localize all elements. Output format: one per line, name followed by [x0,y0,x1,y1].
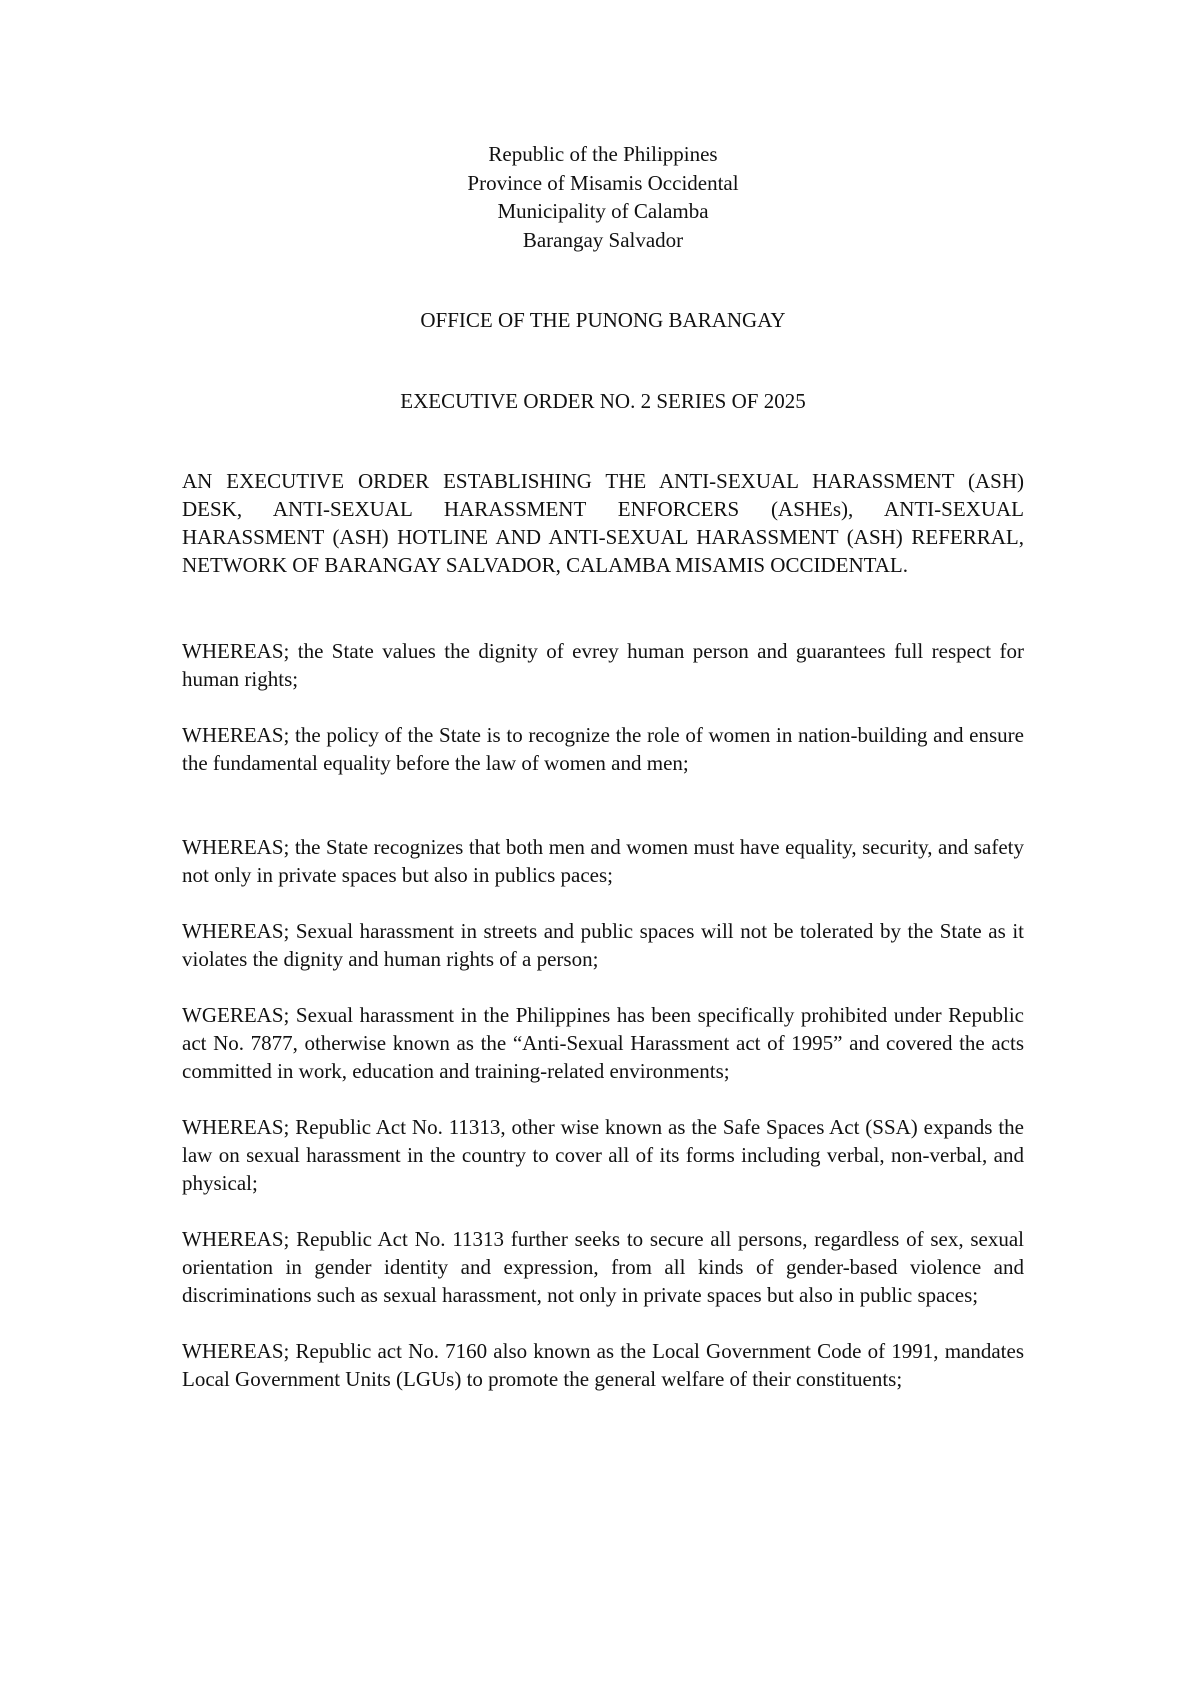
whereas-clause: WHEREAS; the State values the dignity of evrey human person and guarantees full respect for human rights; [182,639,1024,691]
whereas-clause: WHEREAS; Republic Act No. 11313 further seeks to secure all persons, regardless of sex, sexual orientation in gender identity and expression, from all kinds of gender-based violence and discriminations such as sexual harassment, not only in private spaces but also in public spaces; [182,1227,1024,1307]
executive-order-title: AN EXECUTIVE ORDER ESTABLISHING THE ANTI-SEXUAL HARASSMENT (ASH) DESK, ANTI-SEXUAL HARASSMENT ENFORCERS (ASHEs), ANTI-SEXUAL HARASSMENT (ASH) HOTLINE AND ANTI-SEXUAL HARASSMENT (ASH) REFERRAL, NETWORK OF BARANGAY SALVADOR, CALAMBA MISAMIS OCCIDENTAL. [182,469,1024,577]
letterhead-province: Province of Misamis Occidental [467,170,739,195]
whereas-clause: WHEREAS; the policy of the State is to recognize the role of women in nation-building and ensure the fundamental equality before the law of women and men; [182,723,1024,775]
office-heading: OFFICE OF THE PUNONG BARANGAY [420,308,786,332]
whereas-clause: WHEREAS; Sexual harassment in streets and public spaces will not be tolerated by the State as it violates the dignity and human rights of a person; [182,919,1024,971]
whereas-clause: WHEREAS; the State recognizes that both men and women must have equality, security, and safety not only in private spaces but also in publics paces; [182,835,1024,887]
letterhead-country: Republic of the Philippines [488,142,718,166]
whereas-clause: WGEREAS; Sexual harassment in the Philippines has been specifically prohibited under Republic act No. 7877, otherwise known as the “Anti-Sexual Harassment act of 1995” and covered the acts committed in work, education and training-related environments; [182,1003,1024,1083]
document-page [182,140,1024,1421]
letterhead-barangay: Barangay Salvador [522,227,684,252]
letterhead-municipality: Municipality of Calamba [497,199,709,223]
executive-order-number: EXECUTIVE ORDER NO. 2 SERIES OF 2025 [400,388,806,413]
whereas-clause: WHEREAS; Republic Act No. 11313, other wise known as the Safe Spaces Act (SSA) expands the law on sexual harassment in the country to cover all of its forms including verbal, non-verbal, and physical; [182,1115,1024,1195]
whereas-clause: WHEREAS; Republic act No. 7160 also known as the Local Government Code of 1991, mandates Local Government Units (LGUs) to promote the general welfare of their constituents; [182,1339,1024,1391]
letterhead [182,140,1024,254]
